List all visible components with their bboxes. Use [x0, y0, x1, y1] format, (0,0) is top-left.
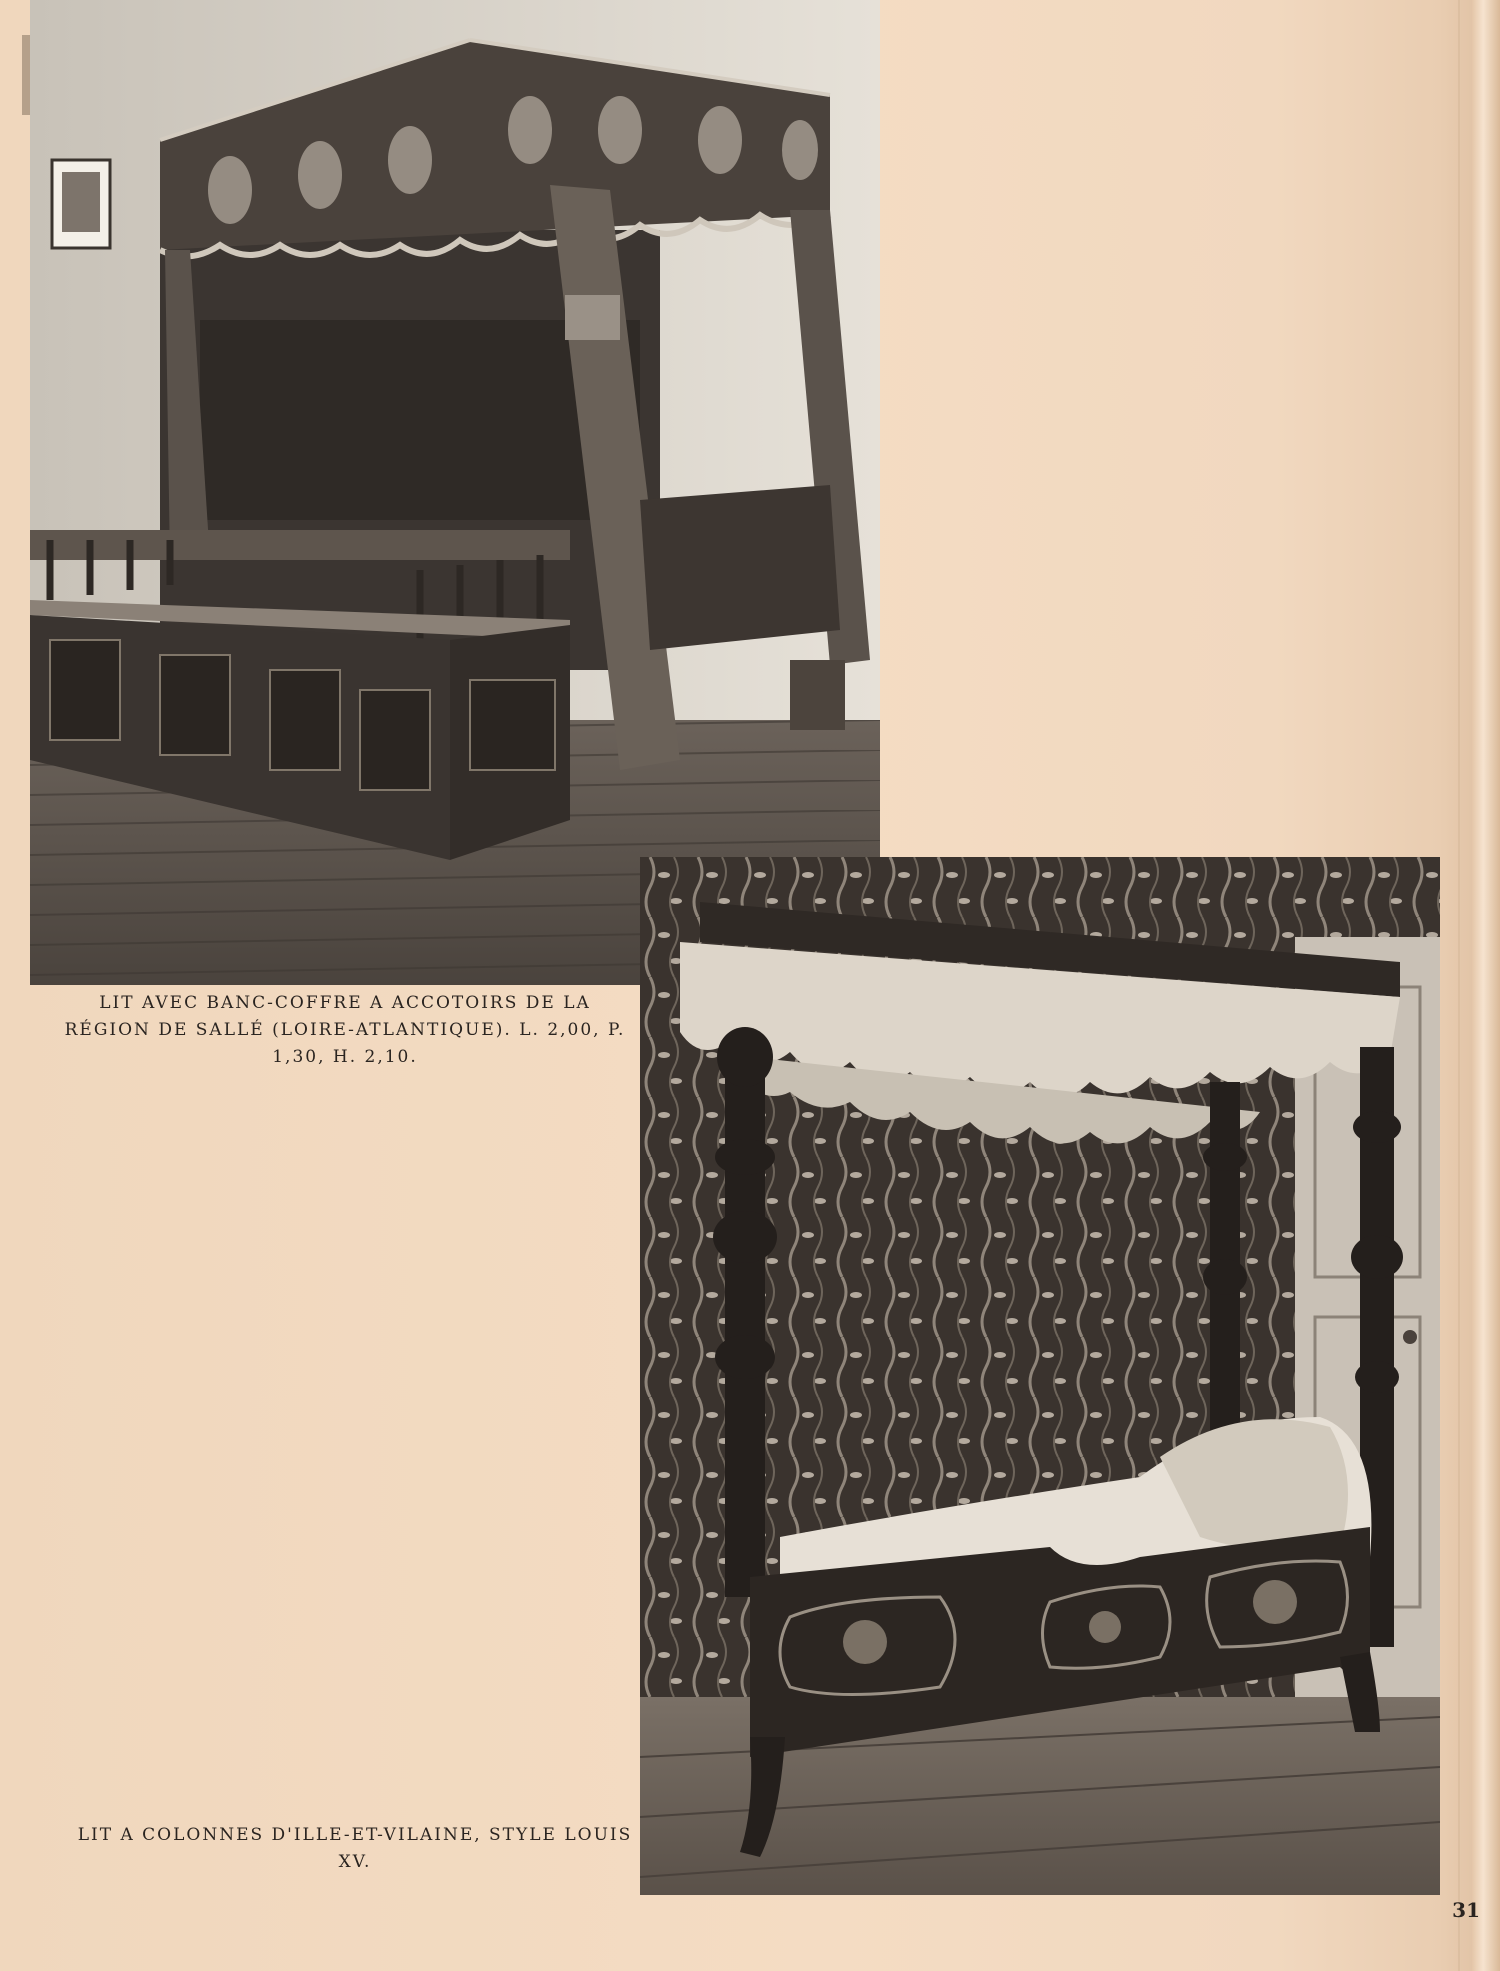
caption-column-bed-louis-xv: LIT A COLONNES D'ILLE-ET-VILAINE, STYLE LOUIS XV. — [77, 1825, 633, 1872]
caption-bed-with-bench-chest: LIT AVEC BANC-COFFRE A ACCOTOIRS DE LA RÉGION DE SALLÉ (LOIRE-ATLANTIQUE). L. 2,00, P. 1,30, H. 2,10. — [64, 993, 626, 1067]
page-number: 31 — [1452, 1898, 1480, 1922]
page-edge-line — [1458, 0, 1460, 1971]
photo-column-bed-louis-xv-image — [640, 857, 1440, 1895]
photo-bed-with-bench-chest-image — [30, 0, 880, 985]
photo-bed-with-bench-chest — [30, 0, 880, 985]
page-edge — [1472, 0, 1500, 1971]
photo-column-bed-louis-xv — [640, 857, 1440, 1895]
